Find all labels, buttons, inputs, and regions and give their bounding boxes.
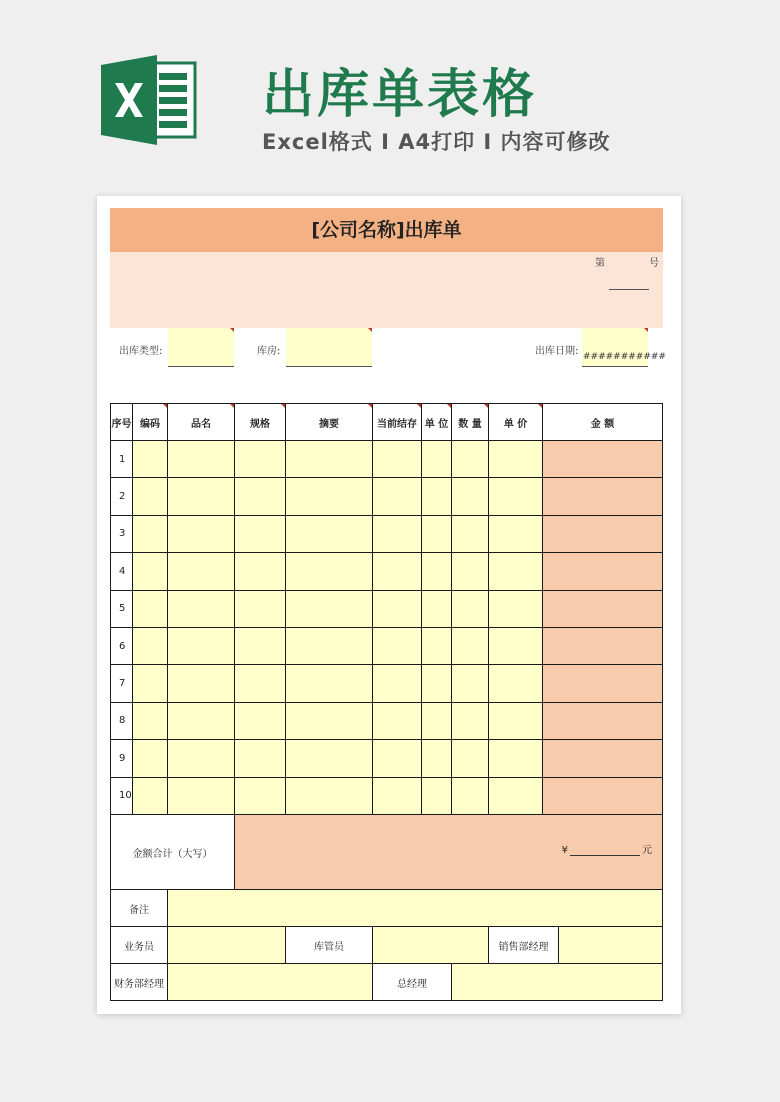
amount-cell[interactable]	[542, 515, 663, 553]
unit-cell[interactable]	[421, 515, 452, 553]
row-number: 4	[110, 552, 133, 590]
unit-price-cell[interactable]	[488, 552, 543, 590]
unit-price-cell[interactable]	[488, 702, 543, 740]
unit-cell[interactable]	[421, 590, 452, 628]
salesperson-field[interactable]	[167, 926, 286, 964]
quantity-cell[interactable]	[451, 777, 489, 815]
col-header-spec	[234, 403, 286, 441]
code-cell[interactable]	[132, 590, 168, 628]
salesperson-label-cell	[110, 926, 168, 964]
quantity-cell[interactable]	[451, 702, 489, 740]
stock-cell[interactable]	[372, 664, 422, 702]
spec-cell[interactable]	[234, 477, 286, 515]
stock-cell[interactable]	[372, 440, 422, 478]
unit-cell[interactable]	[421, 664, 452, 702]
unit-price-cell[interactable]	[488, 627, 543, 665]
warehouse-keeper-field[interactable]	[372, 926, 489, 964]
stock-cell[interactable]	[372, 552, 422, 590]
row-number: 5	[110, 590, 133, 628]
sales-manager-label-cell	[488, 926, 559, 964]
total-amount-cell[interactable]	[234, 814, 663, 890]
code-cell[interactable]	[132, 440, 168, 478]
stock-cell[interactable]	[372, 739, 422, 777]
col-header-unit-price-label: 单 价	[503, 418, 528, 430]
row-number: 2	[110, 477, 133, 515]
col-header-name	[167, 403, 235, 441]
outbound-type-label: 出库类型:	[119, 346, 163, 357]
amount-cell[interactable]	[542, 739, 663, 777]
code-cell[interactable]	[132, 515, 168, 553]
stock-cell[interactable]	[372, 777, 422, 815]
amount-cell[interactable]	[542, 440, 663, 478]
col-header-summary-label: 摘要	[319, 418, 339, 430]
unit-price-cell[interactable]	[488, 739, 543, 777]
spec-cell[interactable]	[234, 664, 286, 702]
amount-cell[interactable]	[542, 590, 663, 628]
spec-cell[interactable]	[234, 515, 286, 553]
quantity-cell[interactable]	[451, 590, 489, 628]
general-manager-label: 总经理	[397, 978, 427, 990]
warehouse-keeper-label-cell	[285, 926, 373, 964]
col-header-unit-price	[488, 403, 543, 441]
unit-cell[interactable]	[421, 702, 452, 740]
col-header-unit	[421, 403, 452, 441]
summary-cell[interactable]	[285, 777, 373, 815]
sales-manager-field[interactable]	[558, 926, 663, 964]
name-cell[interactable]	[167, 627, 235, 665]
page-title: 出库单表格	[262, 65, 538, 125]
unit-price-cell[interactable]	[488, 440, 543, 478]
amount-cell[interactable]	[542, 477, 663, 515]
amount-cell[interactable]	[542, 777, 663, 815]
code-cell[interactable]	[132, 739, 168, 777]
amount-cell[interactable]	[542, 627, 663, 665]
document-sheet	[97, 196, 681, 1014]
quantity-cell[interactable]	[451, 552, 489, 590]
total-amount-field[interactable]	[570, 845, 640, 856]
serial-number-field[interactable]	[609, 289, 649, 290]
summary-cell[interactable]	[285, 627, 373, 665]
summary-cell[interactable]	[285, 477, 373, 515]
stock-cell[interactable]	[372, 477, 422, 515]
unit-cell[interactable]	[421, 477, 452, 515]
quantity-cell[interactable]	[451, 739, 489, 777]
unit-cell[interactable]	[421, 627, 452, 665]
unit-price-cell[interactable]	[488, 590, 543, 628]
summary-cell[interactable]	[285, 739, 373, 777]
currency-symbol: ¥	[561, 845, 568, 856]
general-manager-field[interactable]	[451, 963, 663, 1001]
row-number: 1	[110, 440, 133, 478]
unit-price-cell[interactable]	[488, 515, 543, 553]
spec-cell[interactable]	[234, 590, 286, 628]
currency-unit: 元	[642, 845, 652, 856]
quantity-cell[interactable]	[451, 627, 489, 665]
name-cell[interactable]	[167, 702, 235, 740]
spec-cell[interactable]	[234, 627, 286, 665]
col-header-stock	[372, 403, 422, 441]
unit-price-cell[interactable]	[488, 777, 543, 815]
summary-cell[interactable]	[285, 440, 373, 478]
finance-manager-label-cell	[110, 963, 168, 1001]
warehouse-label: 库房:	[257, 346, 281, 357]
unit-price-cell[interactable]	[488, 664, 543, 702]
stock-cell[interactable]	[372, 702, 422, 740]
quantity-cell[interactable]	[451, 440, 489, 478]
excel-logo-icon	[101, 55, 197, 145]
remark-label-cell	[110, 889, 168, 927]
stock-cell[interactable]	[372, 627, 422, 665]
col-header-quantity-label: 数 量	[458, 418, 482, 430]
col-header-code	[132, 403, 168, 441]
salesperson-label: 业务员	[124, 941, 154, 953]
date-field[interactable]	[582, 328, 666, 367]
row-number: 3	[110, 515, 133, 553]
col-header-summary	[285, 403, 373, 441]
quantity-cell[interactable]	[451, 664, 489, 702]
col-header-seq: 序号	[110, 403, 133, 441]
summary-cell[interactable]	[285, 702, 373, 740]
quantity-cell[interactable]	[451, 515, 489, 553]
spec-cell[interactable]	[234, 440, 286, 478]
summary-cell[interactable]	[285, 590, 373, 628]
name-cell[interactable]	[167, 515, 235, 553]
name-cell[interactable]	[167, 777, 235, 815]
name-cell[interactable]	[167, 477, 235, 515]
stock-cell[interactable]	[372, 515, 422, 553]
outbound-type-field[interactable]	[168, 328, 234, 367]
quantity-cell[interactable]	[451, 477, 489, 515]
col-header-name-label: 品名	[191, 418, 211, 430]
col-header-amount: 金 额	[542, 403, 663, 441]
stock-cell[interactable]	[372, 590, 422, 628]
name-cell[interactable]	[167, 664, 235, 702]
row-number: 10	[110, 777, 133, 815]
name-cell[interactable]	[167, 590, 235, 628]
unit-cell[interactable]	[421, 440, 452, 478]
row-number: 8	[110, 702, 133, 740]
spec-cell[interactable]	[234, 552, 286, 590]
col-header-spec-label: 规格	[250, 418, 270, 430]
finance-manager-label: 财务部经理	[114, 978, 164, 990]
total-amount-line	[562, 841, 652, 856]
unit-cell[interactable]	[421, 777, 452, 815]
form-title: [公司名称]出库单	[110, 208, 663, 252]
total-label-cell	[110, 814, 235, 890]
remark-field[interactable]	[167, 889, 663, 927]
warehouse-field[interactable]	[286, 328, 372, 367]
page-subtitle: Excel格式 I A4打印 I 内容可修改	[262, 130, 611, 154]
col-header-code-label: 编码	[140, 418, 160, 430]
serial-prefix: 第	[595, 258, 605, 269]
name-cell[interactable]	[167, 739, 235, 777]
date-value: ###########	[583, 352, 666, 362]
spec-cell[interactable]	[234, 702, 286, 740]
code-cell[interactable]	[132, 702, 168, 740]
sales-manager-label: 销售部经理	[498, 941, 549, 953]
row-number: 7	[110, 664, 133, 702]
finance-manager-field[interactable]	[167, 963, 373, 1001]
spec-cell[interactable]	[234, 739, 286, 777]
col-header-quantity	[451, 403, 489, 441]
spec-cell[interactable]	[234, 777, 286, 815]
code-cell[interactable]	[132, 777, 168, 815]
info-band	[110, 252, 663, 328]
serial-suffix: 号	[649, 258, 659, 269]
unit-cell[interactable]	[421, 739, 452, 777]
col-header-stock-label: 当前结存	[377, 418, 417, 430]
row-number: 6	[110, 627, 133, 665]
summary-cell[interactable]	[285, 664, 373, 702]
date-label: 出库日期:	[535, 346, 579, 357]
code-cell[interactable]	[132, 627, 168, 665]
summary-cell[interactable]	[285, 552, 373, 590]
unit-cell[interactable]	[421, 552, 452, 590]
col-header-unit-label: 单 位	[424, 418, 449, 430]
name-cell[interactable]	[167, 552, 235, 590]
serial-number-label	[595, 254, 659, 269]
code-cell[interactable]	[132, 664, 168, 702]
warehouse-keeper-label: 库管员	[314, 941, 344, 953]
row-number: 9	[110, 739, 133, 777]
code-cell[interactable]	[132, 477, 168, 515]
remark-label: 备注	[129, 904, 149, 916]
amount-cell[interactable]	[542, 702, 663, 740]
summary-cell[interactable]	[285, 515, 373, 553]
name-cell[interactable]	[167, 440, 235, 478]
unit-price-cell[interactable]	[488, 477, 543, 515]
total-label: 金额合计（大写）	[132, 848, 213, 860]
general-manager-label-cell	[372, 963, 452, 1001]
amount-cell[interactable]	[542, 664, 663, 702]
code-cell[interactable]	[132, 552, 168, 590]
amount-cell[interactable]	[542, 552, 663, 590]
